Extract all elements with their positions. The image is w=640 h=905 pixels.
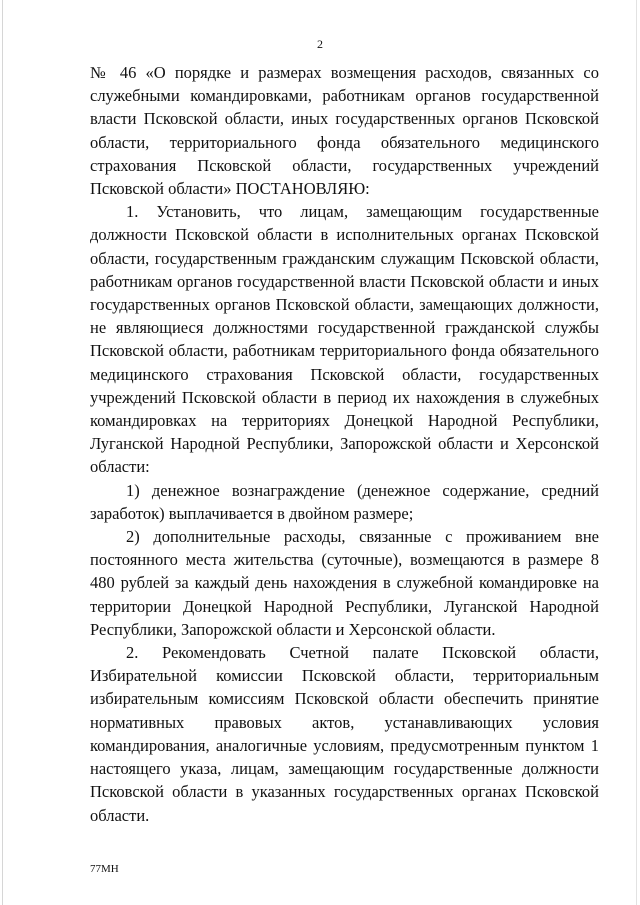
paragraph-decree-title: № 46 «О порядке и размерах возмещения расходов, связанных со служебными командировками, работникам органов государственной власти Псковской области, иных государственных органов Псковской области, территориального фонда обязательного медицинского страхования Псковской области, государственных учреждений Псковской области» ПОСТАНОВЛЯЮ: <box>90 63 599 199</box>
scan-edge-left <box>2 0 3 905</box>
paragraph-item-1: 1. Установить, что лицам, замещающим государственные должности Псковской области в исполнительных органах Псковской области, государственным гражданским служащим Псковской области, работникам органов государственной власти Псковской области и иных государственных органов Псковской области, замещающих должности, не являющиеся должностями государственной гражданской службы Псковской области, работникам территориального фонда обязательного медицинского страхования Псковской области, государственных учреждений Псковской области в период их нахождения в служебных командировках на территориях Донецкой Народной Республики, Луганской Народной Республики, Запорожской области и Херсонской области: <box>90 202 599 477</box>
paragraph-item-2: 2. Рекомендовать Счетной палате Псковской области, Избирательной комиссии Псковской области, территориальным избирательным комиссиям Псковской области обеспечить принятие нормативных правовых актов, устанавливающих условия командирования, аналогичные условиям, предусмотренным пунктом 1 настоящего указа, лицам, замещающим государственные должности Псковской области в указанных государственных органах Псковской области. <box>90 643 599 825</box>
footer-code: 77МН <box>90 863 119 875</box>
page-number: 2 <box>317 37 323 51</box>
paragraph-subitem-1: 1) денежное вознаграждение (денежное содержание, средний заработок) выплачивается в двойном размере; <box>90 480 599 523</box>
paragraph-subitem-2: 2) дополнительные расходы, связанные с проживанием вне постоянного места жительства (суточные), возмещаются в размере 8 480 рублей за каждый день нахождения в служебной командировке на территории Донецкой Народной Республики, Луганской Народной Республики, Запорожской области и Херсонской области. <box>90 527 599 639</box>
scan-edge-right <box>636 0 637 905</box>
document-body <box>90 61 599 827</box>
